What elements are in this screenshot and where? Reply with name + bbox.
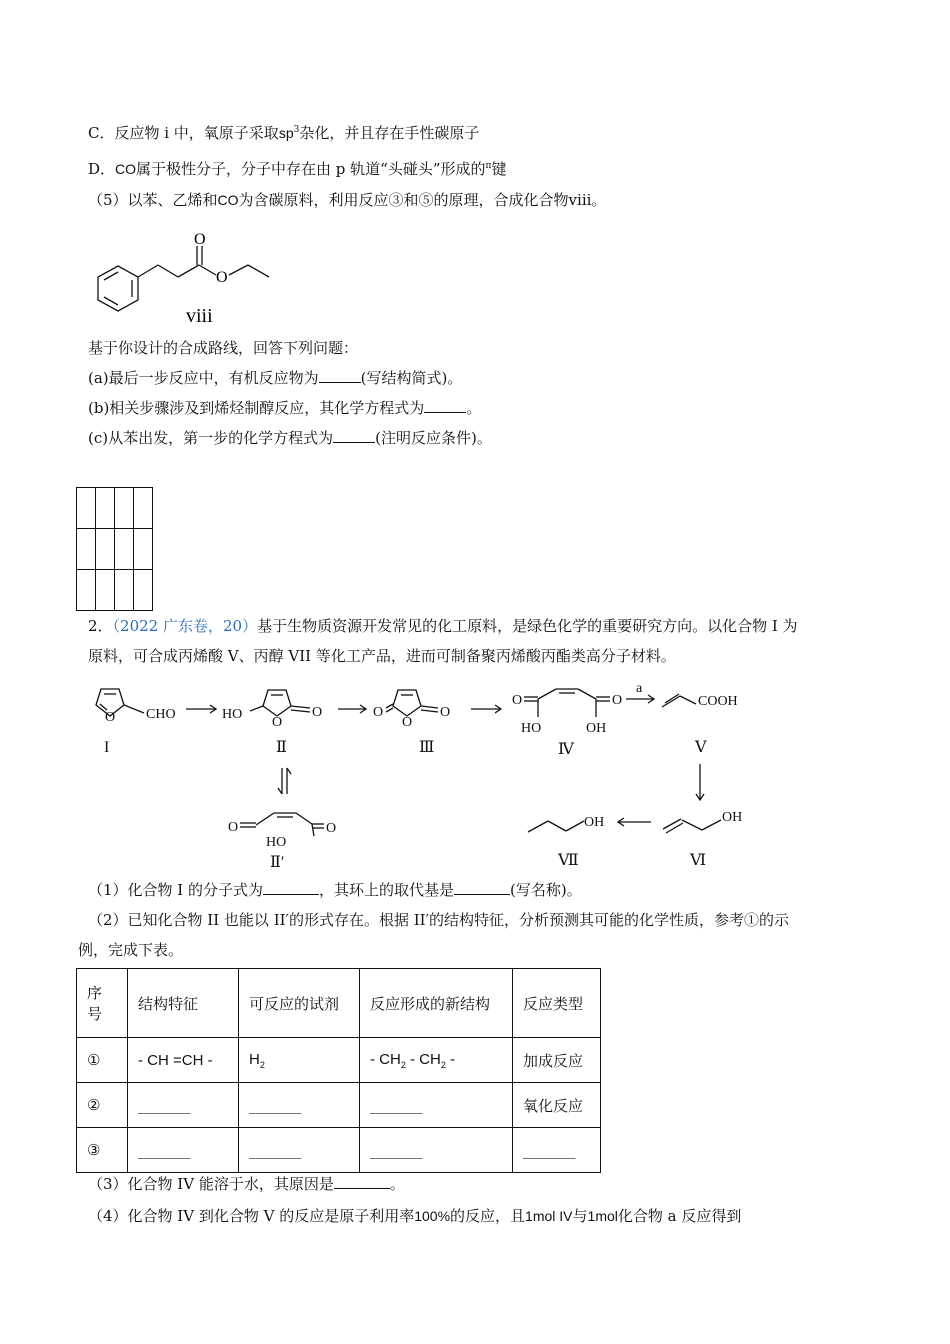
c6-oh: OH	[722, 810, 743, 825]
row-reagent: $H_2$	[239, 1038, 360, 1083]
c3-label: Ⅲ	[419, 739, 435, 756]
row-reagent-blank[interactable]: _______	[239, 1128, 360, 1173]
c6-label: Ⅵ	[690, 852, 707, 869]
c2p-ho: HO	[266, 835, 287, 850]
table-row	[77, 1128, 601, 1173]
c4-ho: HO	[521, 721, 542, 736]
option-c: C．反应物 i 中，氧原子采取$sp^3$杂化，并且存在手性碳原子	[88, 124, 480, 142]
molecule-viii-structure	[88, 228, 308, 328]
q5-intro: 基于你设计的合成路线，回答下列问题：	[88, 339, 359, 357]
table-row	[77, 1038, 601, 1083]
c1-cho: CHO	[146, 707, 176, 722]
header-reaction-type: 反应类型	[513, 969, 601, 1038]
row-new-structure: - $CH_2 - CH_2$ -	[360, 1038, 513, 1083]
grid-cell	[77, 488, 96, 529]
c2-carbonyl-o: O	[312, 705, 323, 720]
header-new-structure: 反应形成的新结构	[360, 969, 513, 1038]
c4-oh: OH	[586, 721, 607, 736]
viii-label: viii	[186, 305, 213, 327]
grid-cell	[115, 570, 134, 611]
c4-o-left: O	[512, 693, 523, 708]
problem-2-line1: 2．（2022 广东卷，20）基于生物质资源开发常见的化工原料，是绿色化学的重要研究方向。以化合物 I 为	[88, 617, 798, 635]
header-reagent: 可反应的试剂	[239, 969, 360, 1038]
grid-cell	[134, 529, 153, 570]
viii-o-carbonyl: O	[194, 231, 206, 248]
c3-o-left: O	[373, 705, 384, 720]
grid-cell	[96, 570, 115, 611]
problem-source: （2022 广东卷，20）	[112, 617, 258, 635]
q5-a: (a)最后一步反应中，有机反应物为 (写结构简式)。	[88, 369, 463, 387]
q5-c: (c)从苯出发，第一步的化学方程式为 (注明反应条件)。	[88, 429, 492, 447]
property-table	[76, 968, 601, 1173]
grid-cell	[115, 529, 134, 570]
answer-blank[interactable]	[333, 428, 375, 443]
c2-label: Ⅱ	[276, 739, 287, 756]
answer-blank[interactable]	[454, 880, 510, 895]
grid-cell	[96, 529, 115, 570]
c2p-o: O	[228, 820, 239, 835]
q5-b: (b)相关步骤涉及到烯烃制醇反应，其化学方程式为 。	[88, 399, 482, 417]
header-number: 序 号	[77, 969, 128, 1038]
c4-label: Ⅳ	[558, 741, 574, 758]
viii-o-ester: O	[216, 269, 228, 286]
c2p-label: Ⅱ′	[270, 854, 285, 871]
c4-o-right: O	[612, 693, 623, 708]
arrow-a-reagent: a	[636, 681, 643, 696]
row-new-structure-blank[interactable]: _______	[360, 1083, 513, 1128]
grid-cell	[96, 488, 115, 529]
row-type-blank[interactable]: _______	[513, 1128, 601, 1173]
row-type: 氧化反应	[513, 1083, 601, 1128]
answer-blank[interactable]	[319, 368, 361, 383]
table-row	[77, 1083, 601, 1128]
row-number: ②	[77, 1083, 128, 1128]
question-3: （3）化合物 IV 能溶于水，其原因是 。	[88, 1175, 405, 1193]
grid-cell	[134, 488, 153, 529]
grid-cell	[77, 570, 96, 611]
grid-cell	[77, 529, 96, 570]
reaction-scheme	[76, 672, 836, 872]
c1-ring-o: O	[105, 710, 116, 725]
question-4: （4）化合物 IV 到化合物 V 的反应是原子利用率100%的反应，且1mol IV与1mol化合物 a 反应得到	[88, 1207, 742, 1225]
question-5: （5）以苯、乙烯和CO为含碳原料，利用反应③和⑤的原理，合成化合物viii。	[88, 191, 607, 209]
answer-blank[interactable]	[334, 1174, 390, 1189]
grid-cell	[134, 570, 153, 611]
row-feature: - CH =CH -	[128, 1038, 239, 1083]
c3-ring-o: O	[402, 715, 413, 730]
c2p-carbonyl-o: O	[326, 821, 337, 836]
row-reagent-blank[interactable]: _______	[239, 1083, 360, 1128]
answer-grid	[76, 487, 153, 611]
grid-cell	[115, 488, 134, 529]
c1-label: I	[104, 739, 110, 756]
problem-2-line2: 原料，可合成丙烯酸 V、丙醇 VII 等化工产品，进而可制备聚丙烯酸丙酯类高分子材料。	[88, 647, 676, 665]
question-1: （1）化合物 I 的分子式为 ，其环上的取代基是 (写名称)。	[88, 881, 582, 899]
header-feature: 结构特征	[128, 969, 239, 1038]
row-new-structure-blank[interactable]: _______	[360, 1128, 513, 1173]
c5-cooh: COOH	[698, 694, 738, 709]
row-type: 加成反应	[513, 1038, 601, 1083]
row-number: ③	[77, 1128, 128, 1173]
c7-label: Ⅶ	[558, 852, 579, 869]
c2-ring-o: O	[272, 715, 283, 730]
c7-oh: OH	[584, 815, 605, 830]
row-feature-blank[interactable]: _______	[128, 1083, 239, 1128]
option-d: D．CO属于极性分子，分子中存在由 p 轨道“头碰头”形成的$^\pi$键	[88, 160, 507, 178]
question-2-line2: 例，完成下表。	[78, 941, 184, 959]
c3-o-right: O	[440, 705, 451, 720]
answer-blank[interactable]	[424, 398, 466, 413]
row-number: ①	[77, 1038, 128, 1083]
row-feature-blank[interactable]: _______	[128, 1128, 239, 1173]
c5-label: Ⅴ	[695, 739, 707, 756]
question-2-line1: （2）已知化合物 II 也能以 II′的形式存在。根据 II′的结构特征，分析预测其可能的化学性质，参考①的示	[88, 911, 789, 929]
answer-blank[interactable]	[263, 880, 319, 895]
c2-ho: HO	[222, 707, 243, 722]
